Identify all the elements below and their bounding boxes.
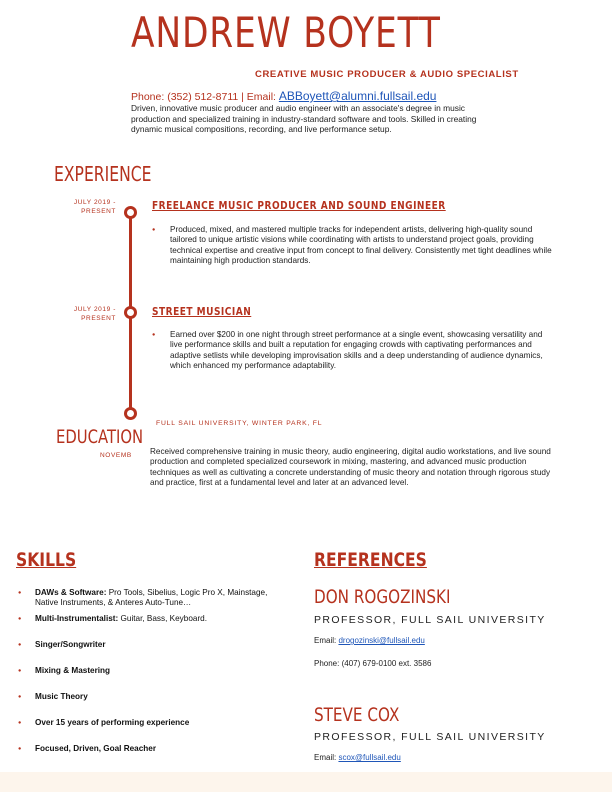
email-link[interactable]: ABBoyett@alumni.fullsail.edu	[278, 89, 437, 103]
job-date-start: JULY 2019 -	[73, 199, 116, 206]
education-school: FULL SAIL UNIVERSITY, WINTER PARK, FL	[156, 420, 323, 427]
footer-band	[0, 772, 612, 792]
skill-item	[18, 744, 280, 770]
summary-text: Driven, innovative music producer and audio engineer with an associate's degree in music production and specialized training in industry-standard software and tools. Skilled in creating dynamic musical compositions, recording, and live performance setup.	[131, 103, 477, 135]
references-heading: REFERENCES	[314, 549, 427, 571]
job-bullet: ● Produced, mixed, and mastered multiple tracks for independent artists, delivering high-quality sound tailored to unique artistic visions while coordinating with artists to understand project goals, providing technical expertise and creative input from concept to final delivery. Consistently met tight deadlines while maintaining high production standards.	[152, 225, 552, 267]
job-title: STREET MUSICIAN	[152, 305, 252, 318]
contact-line	[131, 89, 436, 103]
skill-item	[18, 614, 280, 640]
skill-item	[18, 692, 280, 718]
skill-label: Singer/Songwriter	[35, 640, 106, 649]
job-date-end: PRESENT	[81, 208, 116, 215]
reference-email-line	[314, 753, 401, 762]
timeline-dot	[124, 206, 137, 219]
skill-label: Over 15 years of performing experience	[35, 718, 190, 727]
reference-role: PROFESSOR, FULL SAIL UNIVERSITY	[314, 614, 546, 626]
job-bullet: ● Earned over $200 in one night through street performance at a single event, showcasing versatility and live performance skills and built a reputation for engaging crowds with captivating performances and adaptive setlists while developing improvisation skills and a deep understanding of audience dynamics, which enhanced my performance adaptability.	[152, 330, 552, 372]
job-bullets	[152, 330, 552, 372]
skill-detail: Pro Tools, Sibelius, Logic Pro X, Mainstage, Native Instruments, & Anteres Auto-Tune…	[35, 588, 268, 607]
resume-subtitle: CREATIVE MUSIC PRODUCER & AUDIO SPECIALIST	[255, 69, 519, 80]
reference-phone: Phone: (407) 679-0100 ext. 3586	[314, 659, 432, 668]
skills-list	[18, 588, 280, 770]
reference-name: DON ROGOZINSKI	[314, 586, 451, 608]
job-title: FREELANCE MUSIC PRODUCER AND SOUND ENGINEER	[152, 199, 446, 212]
skill-detail: Guitar, Bass, Keyboard.	[118, 614, 207, 623]
skill-item	[18, 666, 280, 692]
timeline-dot	[124, 407, 137, 420]
skill-label: Music Theory	[35, 692, 88, 701]
skill-label: Multi-Instrumentalist:	[35, 614, 119, 623]
reference-email-link[interactable]: scox@fullsail.edu	[338, 753, 401, 762]
skill-item	[18, 640, 280, 666]
reference-name: STEVE COX	[314, 704, 400, 726]
reference-email-link[interactable]: drogozinski@fullsail.edu	[338, 636, 425, 645]
education-date: NOVEMB	[100, 452, 132, 459]
reference-role: PROFESSOR, FULL SAIL UNIVERSITY	[314, 731, 546, 743]
job-date-end: PRESENT	[81, 315, 116, 322]
education-description: Received comprehensive training in music theory, audio engineering, digital audio workstations, and live sound production and completed specialized coursework in mixing, mastering, and advanced music production techniques as well as cultivating a concrete understanding of music theory and notation through rigorous study and practice, first at a fundamental level and later at an advanced level.	[150, 447, 551, 488]
skill-item	[18, 718, 280, 744]
skill-label: Focused, Driven, Goal Reacher	[35, 744, 157, 753]
timeline-dot	[124, 306, 137, 319]
skill-label: DAWs & Software:	[35, 588, 107, 597]
reference-email-line	[314, 636, 425, 645]
skill-label: Mixing & Mastering	[35, 666, 111, 675]
job-bullets	[152, 225, 552, 267]
resume-name: ANDREW BOYETT	[131, 8, 441, 57]
reference-email-label: Email:	[314, 753, 339, 762]
skills-heading: SKILLS	[16, 549, 77, 571]
experience-heading: EXPERIENCE	[54, 162, 152, 186]
job-date-start: JULY 2019 -	[73, 306, 116, 313]
job-date	[74, 198, 116, 216]
reference-email-label: Email:	[314, 636, 339, 645]
job-date	[74, 305, 116, 323]
education-heading: EDUCATION	[56, 426, 144, 448]
phone-label: Phone: (352) 512-8711 | Email:	[131, 91, 279, 103]
skill-item	[18, 588, 280, 614]
